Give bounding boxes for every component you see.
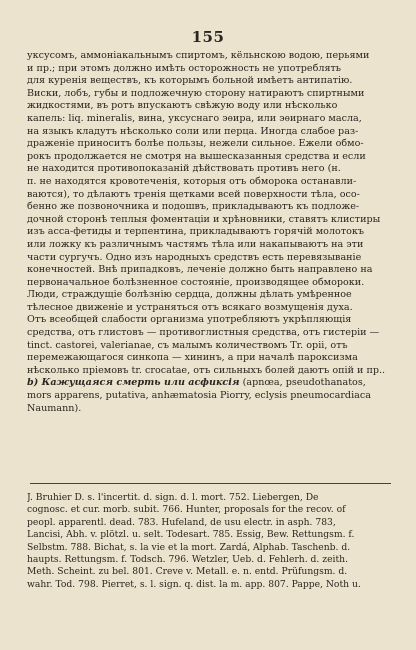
text-line: или ложку къ различнымъ частямъ тѣла или накапываютъ на эти — [27, 238, 364, 250]
reference-line: haupts. Rettungsm. f. Todsch. 796. Wetzler, Ueb. d. Fehlerh. d. zeith. — [27, 554, 349, 566]
text-line: средства, отъ глистовъ — противоглистныя средства, отъ гистеріи — — [27, 327, 380, 339]
body-text — [27, 50, 391, 415]
text-line: уксусомъ, аммоніакальнымъ спиртомъ, кёльнскою водою, перьями — [27, 50, 370, 61]
text-line: первоначальное болѣзненное состояніе, производящее обмороки. — [27, 276, 365, 288]
references-block — [27, 492, 391, 591]
text-line: Naumann). — [27, 402, 82, 414]
text-line: и пр.; при этомъ должно имѣть осторожность не употреблять — [27, 62, 342, 74]
text-line: mors apparens, putativa, anhæmatosia Piorry, eclysis pneumocardiaca — [27, 390, 371, 402]
reference-line: Selbstm. 788. Bichat, s. la vie et la mort. Zardá, Alphab. Taschenb. d. — [27, 541, 351, 553]
reference-line: cognosc. et cur. morb. subit. 766. Hunter, proposals for the recov. of — [27, 504, 346, 516]
text-line: жидкостями, въ ротъ впускаютъ свѣжую воду или нѣсколько — [27, 100, 338, 112]
section-b-heading-line — [27, 377, 391, 390]
reference-line: Lancisi, Abh. v. plötzl. u. selt. Todesart. 785. Essig, Bew. Rettungsm. f. — [27, 529, 355, 541]
text-line: для куренія веществъ, къ которымъ больной имѣетъ антипатію. — [27, 75, 353, 87]
text-line: на языкъ кладутъ нѣсколько соли или перца. Иногда слабое раз- — [27, 125, 359, 137]
reference-line: peopl. apparentl. dead. 783. Hufeland, de usu electr. in asph. 783, — [27, 516, 336, 528]
text-line: рокъ продолжается не смотря на вышесказанныя средства и если — [27, 150, 366, 162]
section-b-synonyms: (apnœa, pseudothanatos, — [239, 377, 366, 389]
text-line: капель: liq. mineralis, вина, уксуснаго эѳира, или эѳирнаго масла, — [27, 112, 362, 124]
main-paragraph — [27, 50, 391, 377]
section-b-paragraph — [27, 377, 391, 415]
text-line: драженіе приноситъ болѣе пользы, нежели сильное. Ежели обмо- — [27, 138, 364, 150]
reference-line: wahr. Tod. 798. Pierret, s. l. sign. q. dist. la m. app. 807. Pappe, Noth u. — [27, 578, 361, 590]
section-b-title: b) Кажущаяся смерть или асфиксія — [27, 377, 240, 389]
text-line: п. не находятся кровотеченія, которыя отъ обморока останавли- — [27, 175, 357, 187]
text-line: бенно же позвоночника и подошвъ, прикладываютъ къ подложе- — [27, 201, 360, 213]
text-line: tinct. castorei, valerianae, съ малымъ количествомъ Tr. opii, отъ — [27, 339, 348, 351]
text-line: тѣлесное движеніе и устраняться отъ всякаго возмущенія духа. — [27, 301, 353, 313]
text-line: перемежающагося синкопа — хининъ, а при началѣ пароксизма — [27, 352, 358, 364]
text-line: Отъ всеобщей слабости организма употребляютъ укрѣпляющія — [27, 314, 352, 326]
reference-line: J. Bruhier D. s. l'incertit. d. sign. d. l. mort. 752. Liebergen, De — [27, 492, 319, 503]
text-line: Люди, страждущіе болѣзнію сердца, должны дѣлать умѣренное — [27, 289, 352, 301]
text-line: не находится противопоказаній дѣйствовать противъ него (н. — [27, 163, 341, 175]
text-line: конечностей. Внѣ припадковъ, леченіе должно быть направлено на — [27, 264, 373, 276]
text-line: изъ асса-фетиды и терпентина, прикладываютъ горячій молотокъ — [27, 226, 364, 238]
page-number: 155 — [191, 28, 225, 46]
text-line: части сургучъ. Одно изъ народныхъ средствъ есть перевязываніе — [27, 251, 362, 263]
text-line: нѣсколько пріемовъ tr. crocatae, отъ сильныхъ болей даютъ опій и пр.. — [27, 364, 386, 376]
text-line: Виски, лобъ, губы и подложечную сторону натираютъ спиртными — [27, 87, 365, 99]
footnote-divider — [30, 483, 391, 484]
reference-line: Meth. Scheint. zu bel. 801. Creve v. Metall. e. n. entd. Prüfungsm. d. — [27, 566, 348, 578]
text-line: ваются), то дѣлаютъ тренія щетками всей поверхности тѣла, осо- — [27, 188, 360, 200]
text-line: дочной сторонѣ теплыя фоментаціи и хрѣновники, ставятъ клистиры — [27, 213, 381, 225]
